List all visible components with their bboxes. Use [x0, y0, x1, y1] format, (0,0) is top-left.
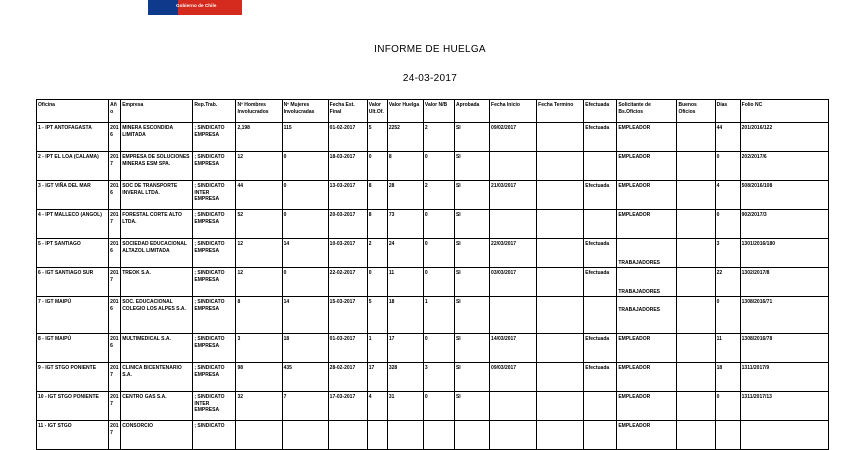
cell-dias: 11: [715, 334, 740, 363]
cell-fecha-est-final: 28-02-2017: [328, 363, 367, 392]
cell-rep-trab: ; SINDICATO EMPRESA: [193, 152, 236, 181]
strike-report-table: [36, 99, 829, 450]
cell-buenos-oficios: [677, 152, 715, 181]
report-date: 24-03-2017: [402, 73, 458, 84]
cell-mujeres: 0: [282, 181, 328, 210]
cell-anio: 2016: [109, 297, 121, 334]
cell-valor-nb: [423, 421, 454, 450]
cell-folio-nc: 1308/2016/78: [740, 334, 828, 363]
cell-solicitante: EMPLEADOR: [617, 152, 677, 181]
cell-valor-nb: 0: [423, 210, 454, 239]
cell-solicitante: TRABAJADORES: [617, 297, 677, 334]
col-header-empresa: Empresa: [121, 100, 193, 123]
cell-hombres: [236, 421, 282, 450]
cell-fecha-inicio: 22/03/2017: [490, 239, 537, 268]
col-header-fecha-inicio: Fecha Inicio: [490, 100, 537, 123]
cell-hombres: 44: [236, 181, 282, 210]
cell-valor-nb: 3: [423, 363, 454, 392]
cell-valor-nb: 0: [423, 392, 454, 421]
cell-aprobada: SI: [454, 392, 489, 421]
cell-folio-nc: 1301/2016/180: [740, 239, 828, 268]
cell-valor-huelga: 28: [387, 181, 423, 210]
cell-fecha-termino: [537, 123, 584, 152]
cell-fecha-inicio: [490, 210, 537, 239]
col-header-dias: Días: [715, 100, 740, 123]
cell-empresa: MULTIMEDICAL S.A.: [121, 334, 193, 363]
cell-folio-nc: 508/2016/108: [740, 181, 828, 210]
cell-rep-trab: ; SINDICATO EMPRESA: [193, 363, 236, 392]
cell-valor-huelga: 328: [387, 363, 423, 392]
cell-empresa: SOC. EDUCACIONAL COLEGIO LOS ALPES S.A.: [121, 297, 193, 334]
cell-hombres: 2,198: [236, 123, 282, 152]
cell-fecha-termino: [537, 239, 584, 268]
col-header-valor-huelga: Valor Huelga: [387, 100, 423, 123]
cell-solicitante: EMPLEADOR: [617, 334, 677, 363]
cell-buenos-oficios: [677, 421, 715, 450]
cell-fecha-termino: [537, 363, 584, 392]
cell-empresa: FORESTAL CORTE ALTO LTDA.: [121, 210, 193, 239]
cell-rep-trab: ; SINDICATO EMPRESA: [193, 123, 236, 152]
cell-folio-nc: 1302/2017/8: [740, 268, 828, 297]
cell-anio: 2017: [109, 152, 121, 181]
cell-hombres: 52: [236, 210, 282, 239]
col-header-efectuada: Efectuada: [584, 100, 617, 123]
col-header-rep-trab: Rep.Trab.: [193, 100, 236, 123]
cell-fecha-est-final: [328, 421, 367, 450]
cell-dias: 3: [715, 239, 740, 268]
cell-fecha-termino: [537, 297, 584, 334]
cell-fecha-inicio: [490, 152, 537, 181]
cell-valor-huelga: 31: [387, 392, 423, 421]
cell-valor-ult-of: 5: [367, 297, 387, 334]
cell-anio: 2017: [109, 210, 121, 239]
cell-mujeres: 0: [282, 152, 328, 181]
col-header-anio: Año: [109, 100, 121, 123]
cell-anio: 2017: [109, 421, 121, 450]
cell-solicitante: EMPLEADOR: [617, 123, 677, 152]
cell-valor-huelga: 8: [387, 152, 423, 181]
cell-folio-nc: 1311/2017/9: [740, 363, 828, 392]
cell-valor-ult-of: 17: [367, 363, 387, 392]
cell-aprobada: SI: [454, 181, 489, 210]
cell-fecha-inicio: [490, 392, 537, 421]
cell-empresa: SOC DE TRANSPORTE INVERAL LTDA.: [121, 181, 193, 210]
cell-empresa: MINERA ESCONDIDA LIMITADA: [121, 123, 193, 152]
cell-anio: 2016: [109, 239, 121, 268]
cell-dias: [715, 421, 740, 450]
cell-valor-nb: 0: [423, 268, 454, 297]
cell-anio: 2017: [109, 392, 121, 421]
table-row: [37, 334, 829, 363]
table-row: [37, 210, 829, 239]
cell-folio-nc: 1311/2017/13: [740, 392, 828, 421]
cell-aprobada: SI: [454, 363, 489, 392]
cell-solicitante: EMPLEADOR: [617, 210, 677, 239]
col-header-folio-nc: Folio NC: [740, 100, 828, 123]
cell-dias: 4: [715, 181, 740, 210]
cell-valor-ult-of: 0: [367, 268, 387, 297]
cell-rep-trab: ; SINDICATO: [193, 421, 236, 450]
table-row: [37, 421, 829, 450]
cell-fecha-termino: [537, 181, 584, 210]
table-row: [37, 239, 829, 268]
gobierno-logo: [148, 0, 242, 15]
cell-efectuada: Efectuada: [584, 334, 617, 363]
cell-mujeres: 7: [282, 392, 328, 421]
cell-empresa: TREOK S.A.: [121, 268, 193, 297]
cell-oficina: 8 - IGT MAIPÚ: [37, 334, 109, 363]
col-header-hombres: Nº Hombres Involucrados: [236, 100, 282, 123]
cell-valor-ult-of: 5: [367, 123, 387, 152]
cell-efectuada: [584, 421, 617, 450]
cell-oficina: 9 - IGT STGO PONIENTE: [37, 363, 109, 392]
cell-rep-trab: ; SINDICATO EMPRESA: [193, 239, 236, 268]
cell-fecha-est-final: 01-03-2017: [328, 334, 367, 363]
cell-solicitante: TRABAJADORES: [617, 268, 677, 297]
col-header-buenos-oficios: Buenos Oficios: [677, 100, 715, 123]
cell-valor-huelga: 18: [387, 297, 423, 334]
cell-valor-nb: 0: [423, 334, 454, 363]
cell-empresa: EMPRESA DE SOLUCIONES MINERAS ESM SPA.: [121, 152, 193, 181]
cell-efectuada: Efectuada: [584, 239, 617, 268]
cell-valor-huelga: [387, 421, 423, 450]
cell-valor-huelga: 24: [387, 239, 423, 268]
cell-buenos-oficios: [677, 123, 715, 152]
cell-folio-nc: [740, 421, 828, 450]
cell-solicitante: EMPLEADOR: [617, 421, 677, 450]
cell-buenos-oficios: [677, 181, 715, 210]
cell-oficina: 11 - IGT STGO: [37, 421, 109, 450]
cell-oficina: 6 - IGT SANTIAGO SUR: [37, 268, 109, 297]
cell-aprobada: SI: [454, 239, 489, 268]
cell-efectuada: Efectuada: [584, 123, 617, 152]
cell-empresa: CENTRO GAS S.A.: [121, 392, 193, 421]
cell-efectuada: [584, 152, 617, 181]
cell-dias: 0: [715, 152, 740, 181]
cell-fecha-est-final: 15-03-2017: [328, 297, 367, 334]
cell-efectuada: Efectuada: [584, 363, 617, 392]
cell-aprobada: SI: [454, 297, 489, 334]
table-row: [37, 392, 829, 421]
cell-rep-trab: ; SINDICATO INTER EMPRESA: [193, 392, 236, 421]
cell-fecha-termino: [537, 334, 584, 363]
cell-oficina: 4 - IPT MALLECO (ANGOL): [37, 210, 109, 239]
cell-aprobada: SI: [454, 268, 489, 297]
table-row: [37, 152, 829, 181]
cell-anio: 2017: [109, 363, 121, 392]
cell-buenos-oficios: [677, 297, 715, 334]
cell-solicitante: EMPLEADOR: [617, 181, 677, 210]
cell-buenos-oficios: [677, 268, 715, 297]
cell-oficina: 5 - IPT SANTIAGO: [37, 239, 109, 268]
cell-mujeres: 0: [282, 210, 328, 239]
cell-hombres: 98: [236, 363, 282, 392]
table-row: [37, 363, 829, 392]
cell-mujeres: 14: [282, 297, 328, 334]
cell-oficina: 10 - IGT STGO PONIENTE: [37, 392, 109, 421]
cell-valor-nb: 0: [423, 239, 454, 268]
cell-fecha-est-final: 18-03-2017: [328, 152, 367, 181]
cell-oficina: 2 - IPT EL LOA (CALAMA): [37, 152, 109, 181]
cell-efectuada: [584, 210, 617, 239]
cell-valor-ult-of: 1: [367, 334, 387, 363]
cell-dias: 0: [715, 297, 740, 334]
col-header-fecha-termino: Fecha Termino: [537, 100, 584, 123]
cell-valor-huelga: 11: [387, 268, 423, 297]
cell-aprobada: SI: [454, 123, 489, 152]
cell-hombres: 12: [236, 152, 282, 181]
col-header-valor-nb: Valor N/B: [423, 100, 454, 123]
cell-dias: 44: [715, 123, 740, 152]
cell-aprobada: [454, 421, 489, 450]
col-header-valor-ult-of: Valor Ult.Of.: [367, 100, 387, 123]
cell-fecha-est-final: 17-03-2017: [328, 392, 367, 421]
cell-dias: 18: [715, 363, 740, 392]
cell-folio-nc: 902/2017/3: [740, 210, 828, 239]
cell-anio: 2016: [109, 123, 121, 152]
cell-anio: 2017: [109, 268, 121, 297]
cell-fecha-inicio: 03/03/2017: [490, 268, 537, 297]
cell-valor-nb: 1: [423, 297, 454, 334]
cell-valor-huelga: 73: [387, 210, 423, 239]
cell-folio-nc: 1308/2016/71: [740, 297, 828, 334]
logo-blue-block: [148, 0, 178, 15]
cell-empresa: CLINICA BICENTENARIO S.A.: [121, 363, 193, 392]
cell-mujeres: 18: [282, 334, 328, 363]
cell-mujeres: 14: [282, 239, 328, 268]
col-header-mujeres: Nº Mujeres Involucradas: [282, 100, 328, 123]
cell-fecha-inicio: 09/02/2017: [490, 123, 537, 152]
cell-fecha-est-final: 20-03-2017: [328, 210, 367, 239]
cell-fecha-inicio: [490, 421, 537, 450]
cell-hombres: 3: [236, 334, 282, 363]
cell-hombres: 12: [236, 268, 282, 297]
table-header-row: [37, 100, 829, 123]
cell-oficina: 1 - IPT ANTOFAGASTA: [37, 123, 109, 152]
cell-buenos-oficios: [677, 239, 715, 268]
cell-valor-nb: 2: [423, 123, 454, 152]
cell-fecha-termino: [537, 152, 584, 181]
cell-valor-huelga: 17: [387, 334, 423, 363]
table-body: [37, 123, 829, 450]
cell-fecha-inicio: 21/03/2017: [490, 181, 537, 210]
table-row: [37, 181, 829, 210]
cell-folio-nc: 202/2017/6: [740, 152, 828, 181]
cell-fecha-termino: [537, 421, 584, 450]
cell-fecha-est-final: 10-03-2017: [328, 239, 367, 268]
cell-anio: 2016: [109, 181, 121, 210]
cell-efectuada: Efectuada: [584, 181, 617, 210]
cell-efectuada: [584, 392, 617, 421]
table-row: [37, 123, 829, 152]
cell-efectuada: [584, 297, 617, 334]
cell-empresa: CONSORCIO: [121, 421, 193, 450]
cell-dias: 0: [715, 392, 740, 421]
table-row: [37, 297, 829, 334]
col-header-oficina: Oficina: [37, 100, 109, 123]
cell-rep-trab: ; SINDICATO EMPRESA: [193, 268, 236, 297]
cell-empresa: SOCIEDAD EDUCACIONAL ALTAZOL LIMITADA: [121, 239, 193, 268]
cell-valor-ult-of: 8: [367, 210, 387, 239]
cell-solicitante: EMPLEADOR: [617, 392, 677, 421]
cell-buenos-oficios: [677, 334, 715, 363]
cell-valor-huelga: 2252: [387, 123, 423, 152]
cell-valor-nb: 0: [423, 152, 454, 181]
cell-buenos-oficios: [677, 392, 715, 421]
cell-fecha-inicio: [490, 297, 537, 334]
cell-hombres: 32: [236, 392, 282, 421]
cell-valor-ult-of: 4: [367, 392, 387, 421]
cell-solicitante: EMPLEADOR: [617, 363, 677, 392]
cell-oficina: 7 - IGT MAIPÚ: [37, 297, 109, 334]
cell-rep-trab: ; SINDICATO INTER EMPRESA: [193, 181, 236, 210]
cell-solicitante: TRABAJADORES: [617, 239, 677, 268]
cell-fecha-est-final: 01-02-2017: [328, 123, 367, 152]
cell-anio: 2016: [109, 334, 121, 363]
cell-mujeres: 0: [282, 268, 328, 297]
cell-fecha-termino: [537, 392, 584, 421]
cell-fecha-termino: [537, 268, 584, 297]
cell-fecha-termino: [537, 210, 584, 239]
cell-valor-nb: 2: [423, 181, 454, 210]
cell-valor-ult-of: 2: [367, 239, 387, 268]
cell-aprobada: SI: [454, 334, 489, 363]
cell-buenos-oficios: [677, 363, 715, 392]
report-title: INFORME DE HUELGA: [374, 44, 486, 55]
cell-buenos-oficios: [677, 210, 715, 239]
cell-efectuada: Efectuada: [584, 268, 617, 297]
cell-dias: 0: [715, 210, 740, 239]
cell-oficina: 3 - IGT VIÑA DEL MAR: [37, 181, 109, 210]
col-header-aprobada: Aprobada: [454, 100, 489, 123]
logo-text: Gobierno de Chile: [176, 3, 217, 8]
table-row: [37, 268, 829, 297]
cell-valor-ult-of: [367, 421, 387, 450]
cell-valor-ult-of: 0: [367, 152, 387, 181]
cell-fecha-inicio: 09/03/2017: [490, 363, 537, 392]
cell-dias: 22: [715, 268, 740, 297]
cell-fecha-inicio: 14/03/2017: [490, 334, 537, 363]
cell-valor-ult-of: 8: [367, 181, 387, 210]
col-header-solicitante: Solicitante de Bs.Oficios: [617, 100, 677, 123]
cell-hombres: 8: [236, 297, 282, 334]
cell-mujeres: 435: [282, 363, 328, 392]
cell-aprobada: SI: [454, 152, 489, 181]
cell-aprobada: SI: [454, 210, 489, 239]
cell-rep-trab: ; SINDICATO EMPRESA: [193, 210, 236, 239]
cell-fecha-est-final: 22-02-2017: [328, 268, 367, 297]
col-header-fecha-est-final: Fecha Est. Final: [328, 100, 367, 123]
cell-rep-trab: ; SINDICATO EMPRESA: [193, 334, 236, 363]
cell-folio-nc: 201/2016/122: [740, 123, 828, 152]
cell-mujeres: 115: [282, 123, 328, 152]
cell-fecha-est-final: 13-03-2017: [328, 181, 367, 210]
cell-mujeres: [282, 421, 328, 450]
cell-hombres: 12: [236, 239, 282, 268]
cell-rep-trab: ; SINDICATO EMPRESA: [193, 297, 236, 334]
